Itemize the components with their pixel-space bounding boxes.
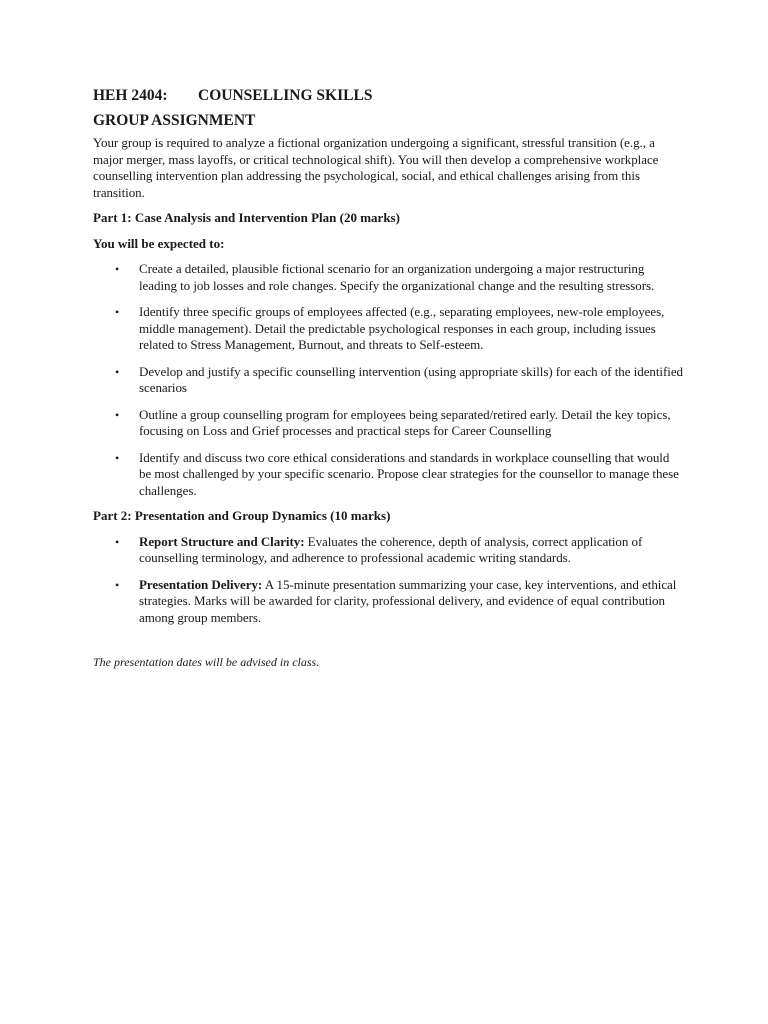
part1-subheading: You will be expected to: [93, 235, 225, 251]
part2-list [93, 534, 683, 627]
part1-list [93, 261, 683, 499]
part2-heading: Part 2: Presentation and Group Dynamics (10 marks) [93, 508, 391, 523]
bullet-icon: • [115, 262, 120, 276]
intro-paragraph: Your group is required to analyze a fictional organization undergoing a significant, stressful transition (e.g., a major merger, mass layoffs, or critical technological shift). You will then develop a comprehensive workplace counselling intervention plan addressing the psychological, social, and ethical challenges arising from this transition. [93, 135, 659, 200]
list-item-text: Create a detailed, plausible fictional scenario for an organization undergoing a major restructuring leading to job losses and role changes. Specify the organizational change and the resulting stressors. [139, 261, 655, 293]
part1-heading: Part 1: Case Analysis and Intervention Plan (20 marks) [93, 210, 400, 225]
bullet-icon: • [115, 364, 120, 379]
list-item-text: Identify three specific groups of employees affected (e.g., separating employees, new-role employees, middle management). Detail the predictable psychological responses in each group, including issues related to Stress Management, Burnout, and threats to Self-esteem. [139, 304, 665, 352]
criterion-text: A 15-minute presentation summarizing your case, key interventions, and ethical strategies. Marks will be awarded for clarity, professional delivery, and evidence of equal contribution among group members. [139, 576, 677, 625]
list-item [93, 304, 683, 354]
bullet-icon: • [115, 577, 120, 592]
bullet-icon: • [115, 305, 120, 319]
list-item [93, 261, 683, 294]
criterion-label: Report Structure and Clarity: [139, 533, 305, 549]
list-item-text: Identify and discuss two core ethical considerations and standards in workplace counselling that would be most challenged by your specific scenario. Propose clear strategies for the counsellor to manage these challenges. [139, 449, 679, 498]
assignment-page [93, 86, 683, 670]
course-name: COUNSELLING SKILLS [198, 87, 373, 104]
list-item [93, 407, 683, 440]
list-item [93, 577, 683, 627]
footnote: The presentation dates will be advised in class. [93, 655, 320, 669]
course-title [93, 86, 683, 106]
list-item [93, 450, 683, 500]
list-item-text: Outline a group counselling program for employees being separated/retired early. Detail the key topics, focusing on Loss and Grief processes and practical steps for Career Counselling [139, 406, 671, 438]
criterion-label: Presentation Delivery: [139, 576, 263, 592]
assignment-title: GROUP ASSIGNMENT [93, 112, 256, 129]
bullet-icon: • [115, 534, 120, 549]
bullet-icon: • [115, 450, 120, 465]
list-item [93, 364, 683, 397]
course-code: HEH 2404: [93, 87, 168, 104]
bullet-icon: • [115, 407, 120, 422]
list-item-text: Develop and justify a specific counselling intervention (using appropriate skills) for each of the identified scenarios [139, 363, 683, 395]
list-item [93, 534, 683, 567]
criterion-text: Evaluates the coherence, depth of analysis, correct application of counselling terminology, and adherence to professional academic writing standards. [139, 533, 643, 565]
